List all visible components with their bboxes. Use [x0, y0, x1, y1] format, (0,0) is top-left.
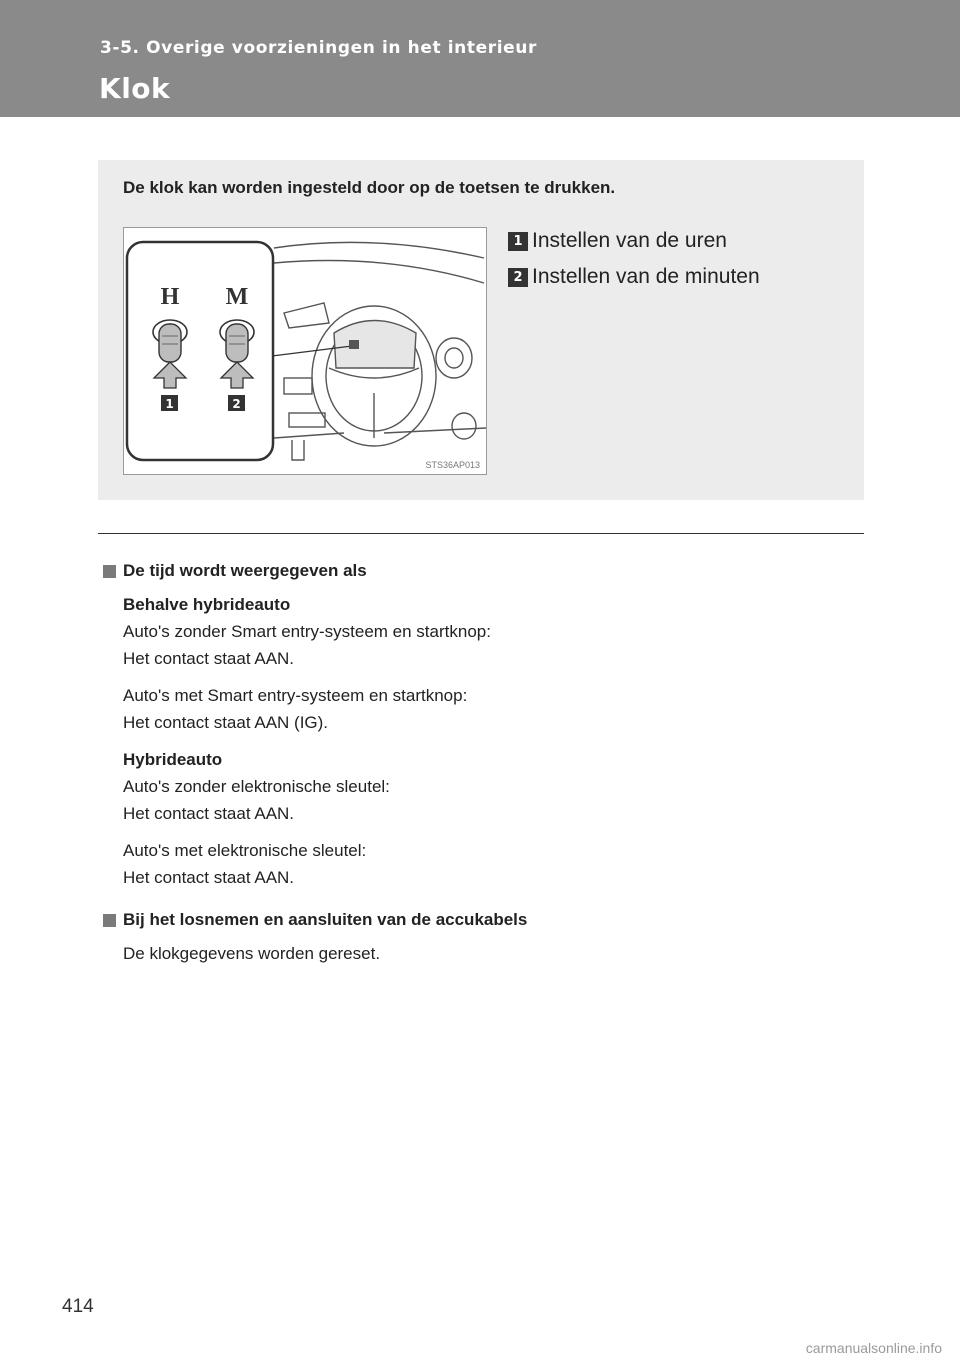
note-line: Het contact staat AAN.	[123, 804, 295, 823]
hour-button-label: H	[160, 284, 180, 310]
note-heading: De tijd wordt weergegeven als	[123, 561, 367, 580]
step-number: 2	[508, 268, 528, 287]
note-line: Het contact staat AAN (IG).	[123, 713, 329, 732]
note-subheading: Behalve hybrideauto	[123, 595, 291, 614]
note-display-time	[103, 561, 863, 891]
dashboard-drawing	[124, 228, 486, 474]
square-bullet-icon	[103, 565, 116, 578]
note-line: De klokgegevens worden gereset.	[123, 944, 381, 963]
callout-1: 1	[165, 397, 174, 411]
illustration-code: STS36AP013	[425, 460, 480, 470]
step-item	[508, 259, 760, 295]
step-text: Instellen van de uren	[532, 229, 727, 252]
square-bullet-icon	[103, 914, 116, 927]
section-label: 3-5. Overige voorzieningen in het interieur	[100, 38, 537, 58]
note-body	[103, 591, 863, 891]
note-line: Auto's met Smart entry-systeem en startknop:	[123, 686, 468, 705]
step-list	[508, 223, 760, 295]
clock-info-box	[98, 160, 864, 500]
step-text: Instellen van de minuten	[532, 265, 760, 288]
note-battery-cables	[103, 910, 863, 967]
header-band	[0, 0, 960, 117]
note-line: Auto's zonder elektronische sleutel:	[123, 777, 390, 796]
note-heading: Bij het losnemen en aansluiten van de accukabels	[123, 910, 528, 929]
note-line: Auto's met elektronische sleutel:	[123, 841, 367, 860]
step-number: 1	[508, 232, 528, 251]
box-intro: De klok kan worden ingesteld door op de toetsen te drukken.	[123, 178, 616, 197]
note-line: Het contact staat AAN.	[123, 649, 295, 668]
callout-2: 2	[232, 397, 241, 411]
page-number: 414	[62, 1296, 94, 1317]
section-divider	[98, 533, 864, 534]
clock-buttons-illustration	[123, 227, 487, 475]
page-title: Klok	[99, 72, 171, 105]
watermark: carmanualsonline.info	[805, 1340, 942, 1356]
step-item	[508, 223, 760, 259]
note-line: Auto's zonder Smart entry-systeem en startknop:	[123, 622, 491, 641]
minute-button-label: M	[225, 284, 249, 310]
note-line: Het contact staat AAN.	[123, 868, 295, 887]
note-subheading: Hybrideauto	[123, 750, 223, 769]
